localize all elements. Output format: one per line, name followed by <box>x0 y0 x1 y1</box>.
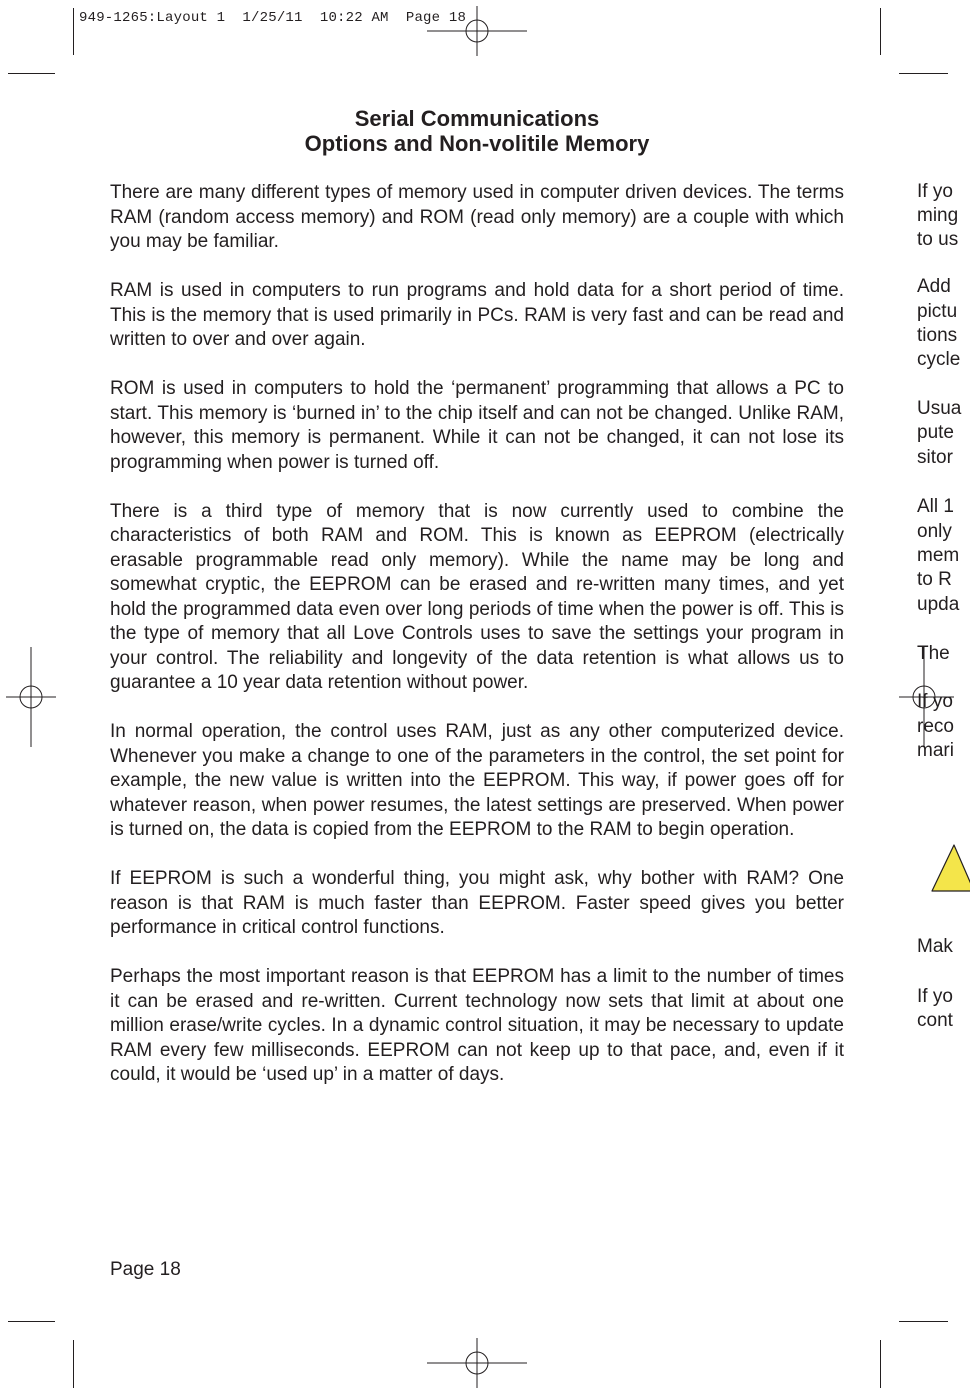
facing-page-fragment: If yo <box>917 986 953 1007</box>
facing-page-fragment: mari <box>917 740 954 761</box>
facing-page-fragment: only <box>917 521 952 542</box>
page-title <box>110 106 844 156</box>
paragraph: There is a third type of memory that is now currently used to combine the characteristics of both RAM and ROM. This is known as EEPROM (electrically erasable programmable read only memory). While the name may be long and somewhat cryptic, the EEPROM can be erased and re-written many times, and yet hold the programmed data even over long periods of time when the power is off. This is the type of memory that all Love Controls uses to save the settings your program in your control. The reliability and longevity of the data retention is what allows us to guarantee a 10 year data retention without power. <box>110 500 844 693</box>
facing-page-fragment: upda <box>917 594 960 615</box>
facing-page-fragment: ming <box>917 205 959 226</box>
facing-page-fragment: Mak <box>917 936 953 957</box>
paragraph: RAM is used in computers to run programs and hold data for a short period of time. This is the memory that is used primarily in PCs. RAM is very fast and can be read and written to over and over again. <box>110 280 844 350</box>
facing-page-fragment: to R <box>917 569 952 590</box>
facing-page-fragment: mem <box>917 545 960 566</box>
paragraph: In normal operation, the control uses RAM, just as any other computerized device. Whenever you make a change to one of the parameters in the control, the set point for example, the new value is written into the EEPROM. This way, if power goes off for whatever reason, when power resumes, the latest settings are preserved. When power is turned on, the data is copied from the EEPROM to the RAM to begin operation. <box>110 721 844 840</box>
facing-page-column <box>917 0 962 1395</box>
paragraph: ROM is used in computers to hold the ‘permanent’ programming that allows a PC to start. This memory is ‘burned in’ to the chip itself and can not be changed. Unlike RAM, however, this memory is permanent. While it can not be changed, it can not lose its programming when power is turned off. <box>110 378 844 473</box>
paragraph: If EEPROM is such a wonderful thing, you might ask, why bother with RAM? One reason is that RAM is much faster than EEPROM. Faster speed gives you better performance in critical control functions. <box>110 868 844 938</box>
page-number: Page 18 <box>110 1259 181 1280</box>
crop-mark-top-left-vertical <box>73 8 74 55</box>
facing-page-fragment: sitor <box>917 447 953 468</box>
registration-mark-bottom-icon <box>427 1338 527 1388</box>
facing-page-fragment: The <box>917 643 950 664</box>
body-text <box>110 181 844 1112</box>
title-line-1: Serial Communications <box>354 106 600 131</box>
facing-page-fragment: cont <box>917 1010 953 1031</box>
registration-mark-left-icon <box>6 647 56 747</box>
facing-page-fragment: All 1 <box>917 496 954 517</box>
paragraph: Perhaps the most important reason is that EEPROM has a limit to the number of times it can be erased and re-written. Current technology now sets that limit at about one million erase/write cycles. In a dynamic control situation, it may be necessary to update RAM every few milliseconds. EEPROM can not keep up to that pace, and, even if it could, it would be ‘used up’ in a matter of days. <box>110 966 844 1085</box>
facing-page-fragment: reco <box>917 716 954 737</box>
facing-page-fragment: If yo <box>917 181 953 202</box>
facing-page-fragment: pictu <box>917 301 958 322</box>
facing-page-fragment: cycle <box>917 349 961 370</box>
crop-mark-top-left-horizontal <box>8 73 55 74</box>
facing-page-fragment: to us <box>917 229 959 250</box>
crop-mark-bottom-left-vertical <box>73 1340 74 1388</box>
facing-page-fragment: pute <box>917 422 954 443</box>
crop-mark-bottom-right-vertical <box>880 1340 881 1388</box>
paragraph: There are many different types of memory used in computer driven devices. The terms RAM (random access memory) and ROM (read only memory) are a couple with which you may be familiar. <box>110 182 844 252</box>
facing-page-fragment: tions <box>917 325 958 346</box>
crop-mark-top-right-vertical <box>880 8 881 55</box>
warning-triangle-icon <box>930 843 970 893</box>
facing-page-fragment: Usua <box>917 398 962 419</box>
title-line-2: Options and Non-volitile Memory <box>304 131 650 156</box>
facing-page-fragment: If yo <box>917 691 953 712</box>
facing-page-fragment: Add <box>917 276 951 297</box>
print-slug-line: 949-1265:Layout 1 1/25/11 10:22 AM Page 18 <box>79 10 467 26</box>
registration-mark-top-icon <box>427 6 527 56</box>
crop-mark-bottom-left-horizontal <box>8 1321 55 1322</box>
